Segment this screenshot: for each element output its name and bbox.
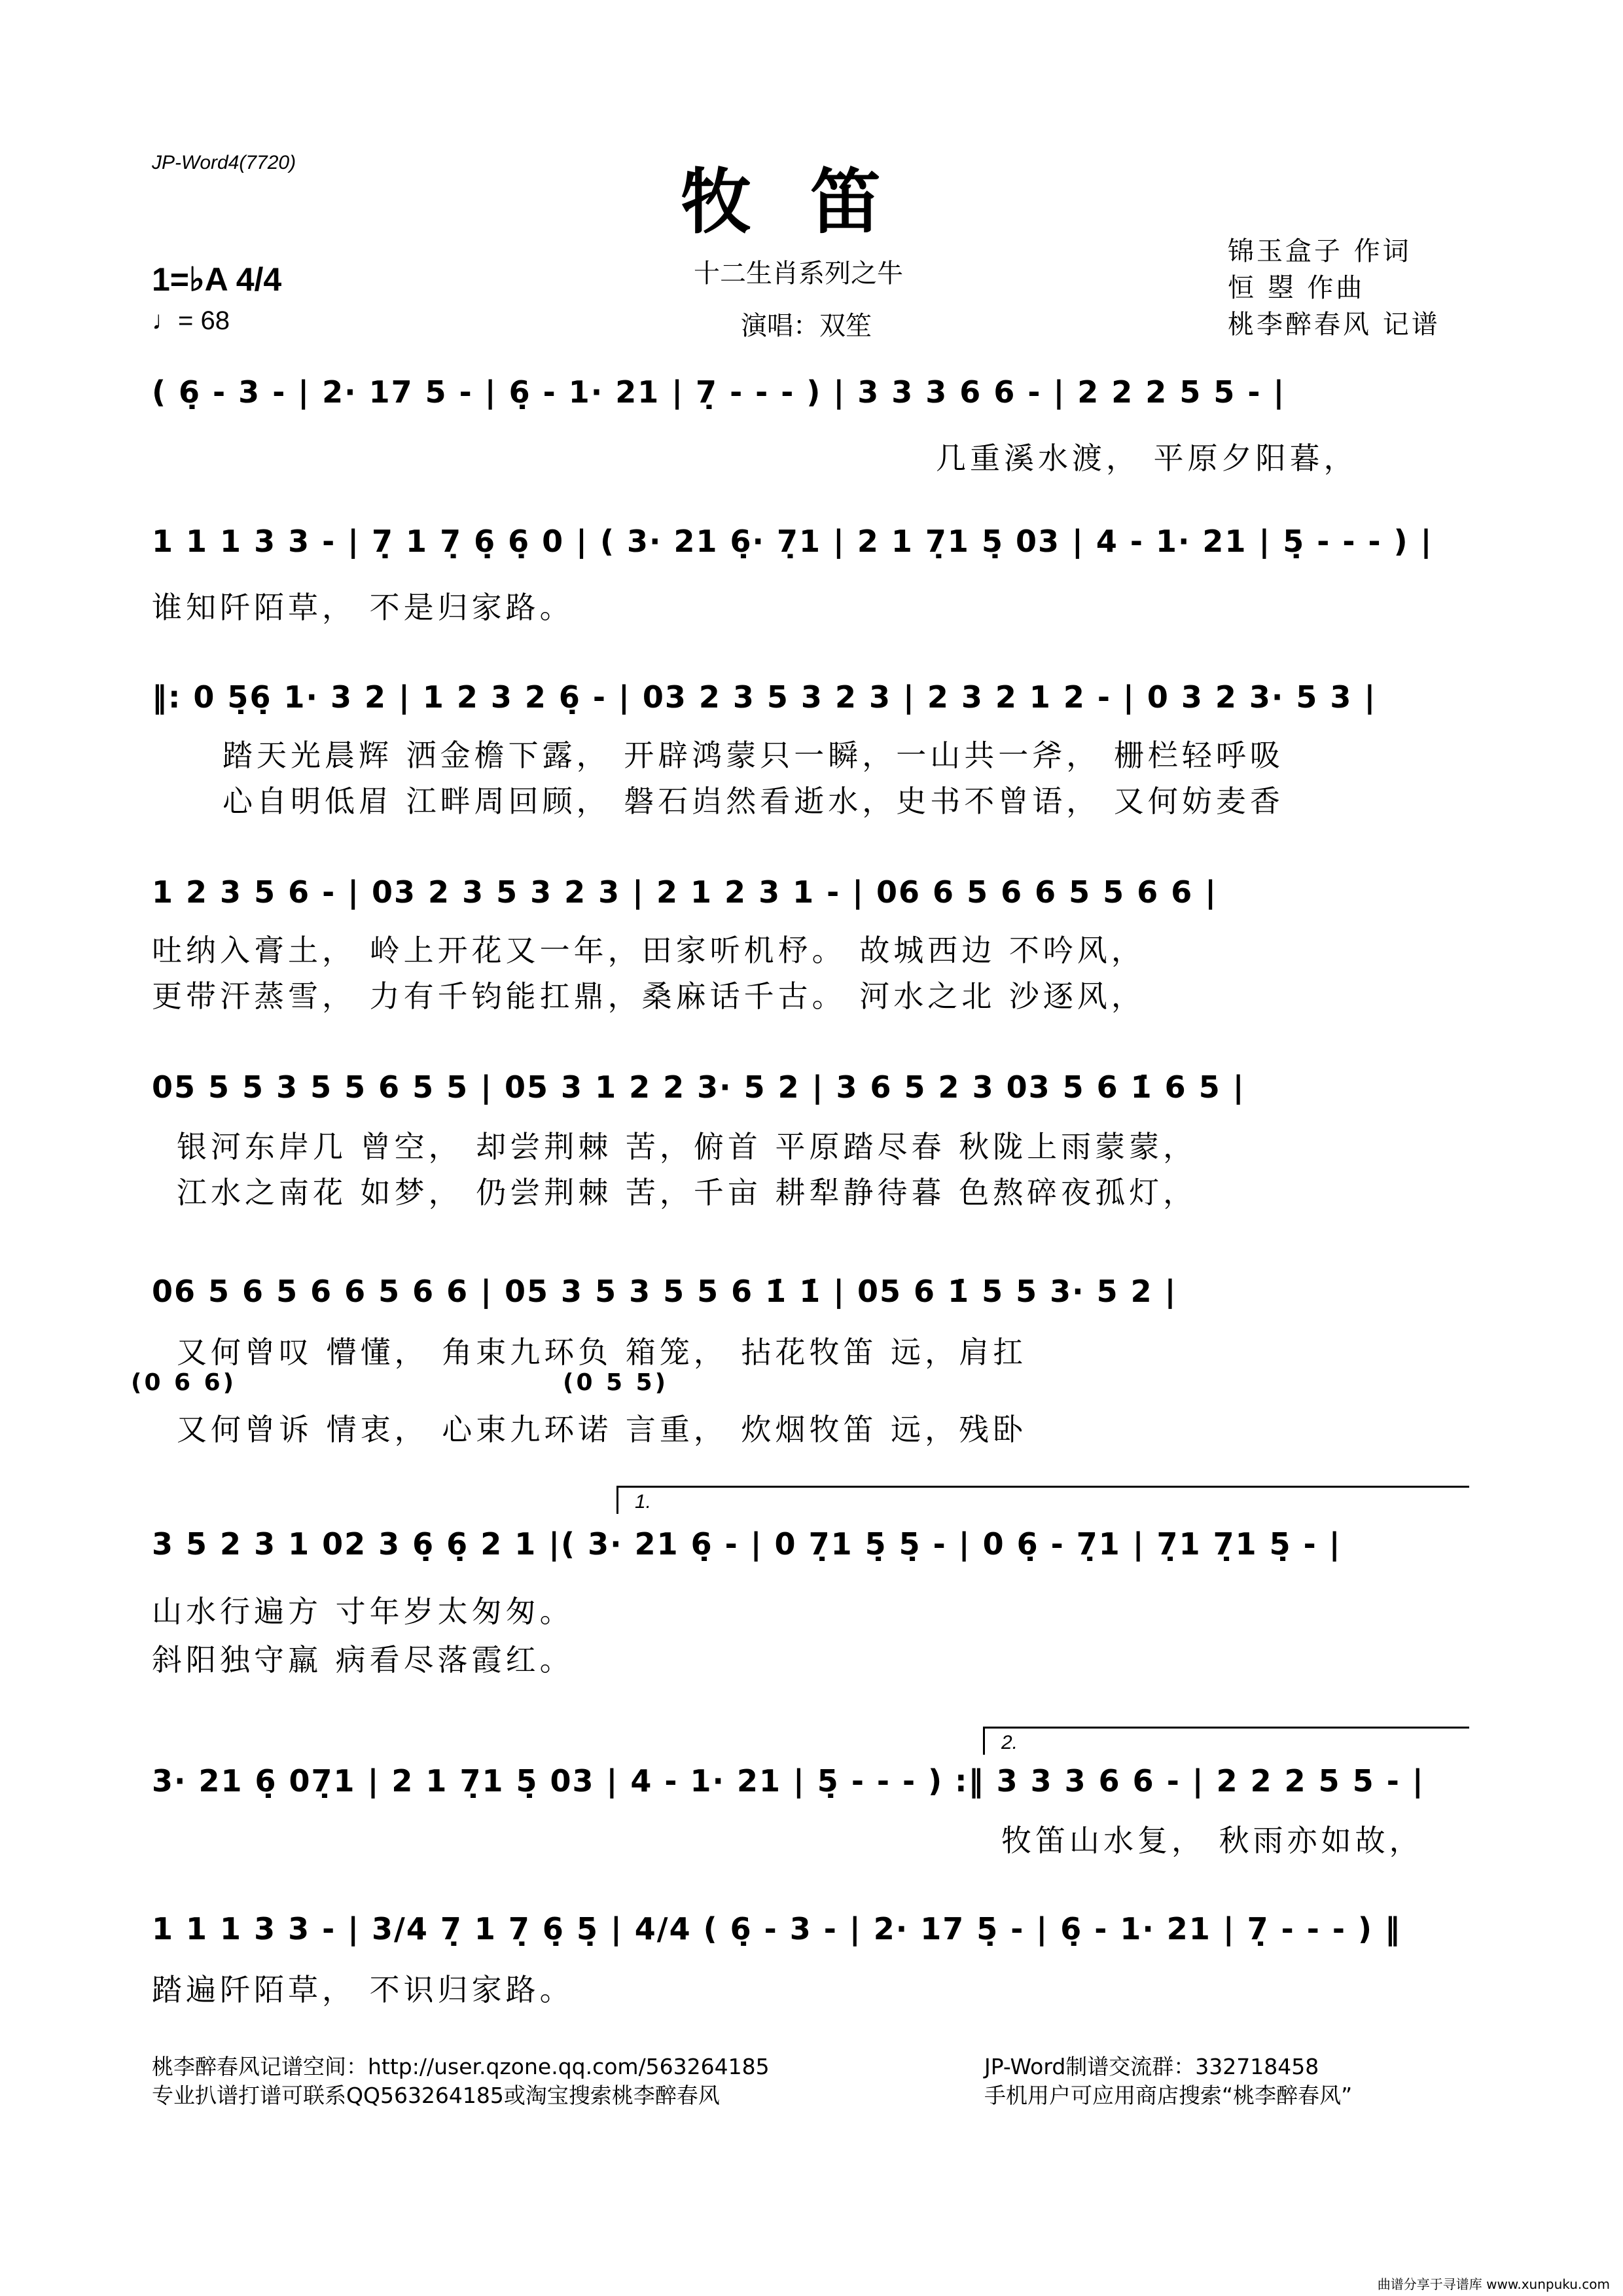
tempo-marking: ♩= 68 bbox=[152, 306, 230, 335]
notation-line-2: 1 1 1 3 3 - | 7̣ 1 7̣ 6̣ 6̣ 0 | ( 3· 21 6̣· 7̣1 | 2 1 7̣1 5̣ 03 | 4 - 1· 21 | 5̣ - - - ) | bbox=[152, 524, 1433, 559]
lyric-line: 踏遍阡陌草， 不识归家路。 bbox=[152, 1972, 574, 2007]
lyric-line: 心自明低眉 江畔周回顾， 磐石岿然看逝水，史书不曾语， 又何妨麦香 bbox=[223, 783, 1284, 819]
song-title: 牧笛 bbox=[681, 161, 940, 243]
song-subtitle: 十二生肖系列之牛 bbox=[694, 259, 903, 289]
notation-line-6: 06 5 6 5 6 6 5 6 6 | 05 3 5 3 5 5 6 1̇ 1̇ | 05 6 1̇ 5 5 3· 5 2 | bbox=[152, 1274, 1177, 1309]
volta-label-1: 1. bbox=[635, 1491, 652, 1513]
lyric-line: 吐纳入膏土， 岭上开花又一年，田家听机杼。 故城西边 不吟风， bbox=[152, 933, 1145, 968]
composer-credit: 恒 曌 作曲 bbox=[1228, 273, 1365, 303]
key-signature: 1=♭A 4/4 bbox=[152, 261, 282, 298]
footer-right-2: 手机用户可应用商店搜索“桃李醉春风” bbox=[984, 2083, 1353, 2108]
lyric-line: 牧笛山水复， 秋雨亦如故， bbox=[1001, 1823, 1423, 1858]
lyric-line: 踏天光晨辉 洒金檐下露， 开辟鸿蒙只一瞬，一山共一斧， 栅栏轻呼吸 bbox=[223, 738, 1284, 773]
lyric-line: 谁知阡陌草， 不是归家路。 bbox=[152, 590, 574, 625]
notation-line-1: ( 6̣ - 3 - | 2· 17 5 - | 6̣ - 1· 21 | 7̣ - - - ) | 3 3 3 6 6 - | 2 2 2 5 5 - | bbox=[152, 374, 1286, 410]
lyric-line: 山水行遍方 寸年岁太匆匆。 bbox=[152, 1594, 574, 1629]
software-version: JP-Word4(7720) bbox=[152, 152, 296, 173]
notation-line-7: 3 5 2 3 1 02 3 6̣ 6̣ 2 1 |( 3· 21 6̣ - | 0 7̣1 5̣ 5̣ - | 0 6̣ - 7̣1 | 7̣1 7̣1 5̣ - | bbox=[152, 1526, 1342, 1562]
notation-line-9: 1 1 1 3 3 - | 3/4 7̣ 1 7̣ 6̣ 5̣ | 4/4 ( 6̣ - 3 - | 2· 17 5̣ - | 6̣ - 1· 21 | 7̣ - - - ) ‖ bbox=[152, 1911, 1402, 1946]
volta-bracket-1 bbox=[616, 1486, 1469, 1514]
volta-bracket-2 bbox=[983, 1727, 1469, 1755]
lyric-line: 江水之南花 如梦， 仍尝荆棘 苦，千亩 耕犁静待暮 色熬碎夜孤灯， bbox=[177, 1175, 1198, 1210]
footer-left-1: 桃李醉春风记谱空间：http://user.qzone.qq.com/563264185 bbox=[152, 2054, 770, 2079]
notation-line-3: ‖: 0 5̣6̣ 1· 3 2 | 1 2 3 2 6̣ - | 03 2 3 5 3 2 3 | 2 3 2 1 2 - | 0 3 2 3· 5 3 | bbox=[152, 679, 1377, 715]
alt-notes: (0 6 6) bbox=[131, 1369, 237, 1396]
lyricist-credit: 锦玉盒子 作词 bbox=[1228, 236, 1412, 266]
watermark: 曲谱分享于寻谱库 www.xunpuku.com bbox=[1377, 2276, 1610, 2292]
lyric-line: 又何曾诉 情衷， 心束九环诺 言重， 炊烟牧笛 远，残卧 bbox=[177, 1412, 1027, 1447]
transcriber-credit: 桃李醉春风 记谱 bbox=[1228, 310, 1440, 340]
singer-credit: 演唱：双笙 bbox=[741, 311, 872, 341]
lyric-line: 几重溪水渡， 平原夕阳暮， bbox=[936, 440, 1358, 476]
lyric-line: 又何曾叹 懵懂， 角束九环负 箱笼， 拈花牧笛 远，肩扛 bbox=[177, 1335, 1027, 1370]
alt-notes: (0 5 5) bbox=[563, 1369, 669, 1396]
notation-line-4: 1 2 3 5 6 - | 03 2 3 5 3 2 3 | 2 1 2 3 1 - | 06 6 5 6 6 5 5 6 6 | bbox=[152, 874, 1218, 910]
lyric-line: 更带汗蒸雪， 力有千钧能扛鼎，桑麻话千古。 河水之北 沙逐风， bbox=[152, 978, 1145, 1014]
notation-line-5: 05 5 5 3 5 5 6 5 5 | 05 3 1 2 2 3· 5 2 | 3 6 5 2 3 03 5 6 1̇ 6 5 | bbox=[152, 1069, 1245, 1105]
lyric-line: 斜阳独守羸 病看尽落霞红。 bbox=[152, 1642, 574, 1677]
lyric-line: 银河东岸几 曾空， 却尝荆棘 苦，俯首 平原踏尽春 秋陇上雨蒙蒙， bbox=[177, 1129, 1198, 1164]
volta-label-2: 2. bbox=[1001, 1732, 1018, 1753]
notation-line-8: 3· 21 6̣ 07̣1 | 2 1 7̣1 5̣ 03 | 4 - 1· 21 | 5̣ - - - ) :‖ 3 3 3 6 6 - | 2 2 2 5 5 - | bbox=[152, 1763, 1425, 1799]
footer-right-1: JP-Word制谱交流群：332718458 bbox=[984, 2054, 1319, 2079]
footer-left-2: 专业扒谱打谱可联系QQ563264185或淘宝搜索桃李醉春风 bbox=[152, 2083, 720, 2108]
